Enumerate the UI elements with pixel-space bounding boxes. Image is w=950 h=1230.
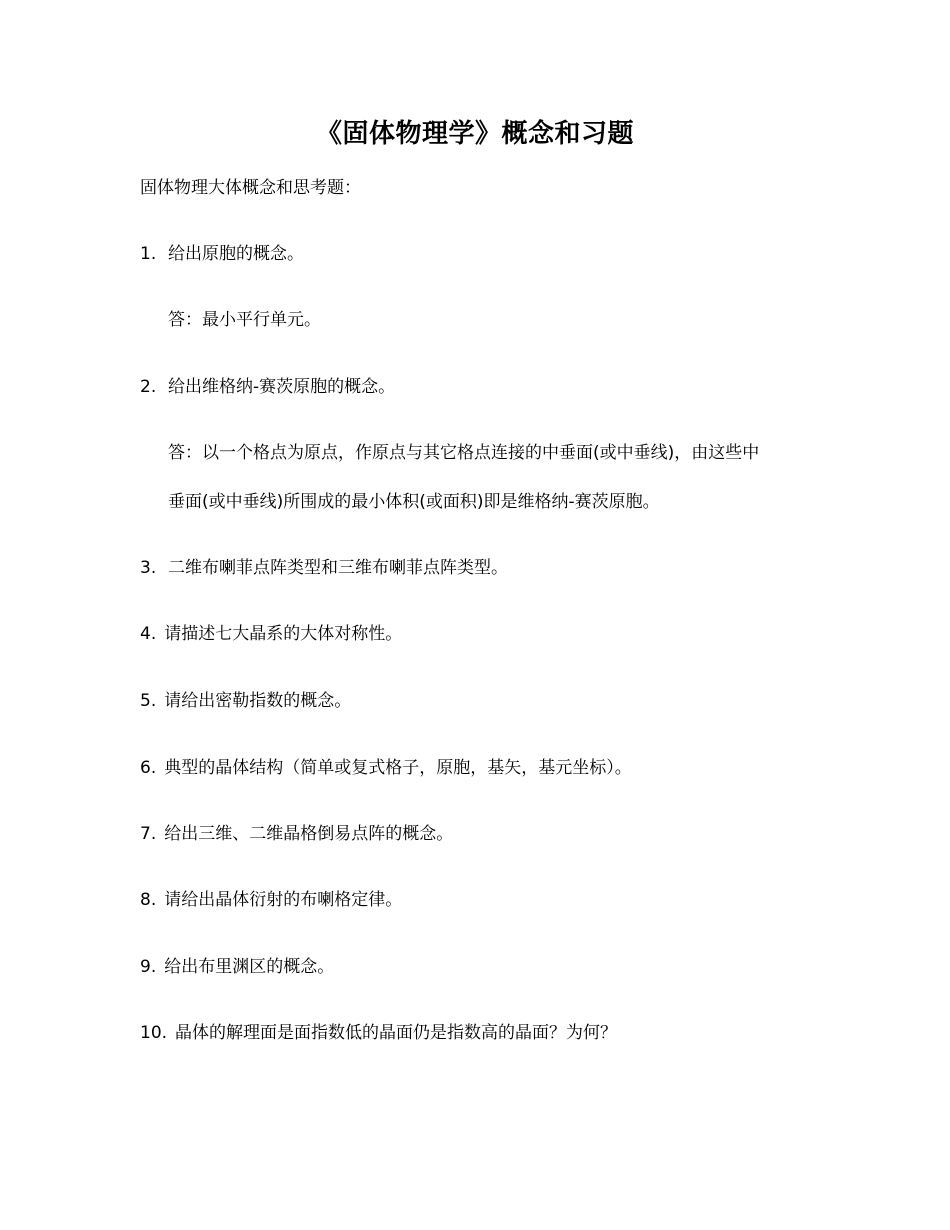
question-item-2 (140, 375, 395, 399)
question-text: 给出布里渊区的概念。 (164, 957, 335, 977)
question-text: 请描述七大晶系的大体对称性。 (164, 624, 403, 644)
document-title: 《固体物理学》概念和习题 (315, 119, 634, 149)
question-text: 晶体的解理面是面指数低的晶面仍是指数高的晶面？为何？ (175, 1023, 618, 1043)
question-text: 给出三维、二维晶格倒易点阵的概念。 (164, 824, 454, 844)
question-number: 10. (140, 1023, 168, 1043)
question-item-10 (140, 1021, 617, 1045)
question-number: 4. (140, 624, 157, 644)
question-number: 8. (140, 890, 157, 910)
question-number: 2. (140, 377, 157, 397)
answer-2-line-1: 答：以一个格点为原点，作原点与其它格点连接的中垂面(或中垂线)，由这些中 (168, 443, 760, 463)
intro-text: 固体物理大体概念和思考题： (140, 178, 361, 198)
question-text: 给出原胞的概念。 (168, 244, 304, 264)
question-item-3 (140, 556, 508, 580)
question-text: 请给出晶体衍射的布喇格定律。 (164, 890, 403, 910)
question-text: 二维布喇菲点阵类型和三维布喇菲点阵类型。 (168, 558, 508, 578)
question-number: 5. (140, 691, 157, 711)
question-item-5 (140, 689, 351, 713)
question-number: 7. (140, 824, 157, 844)
question-number: 3. (140, 558, 157, 578)
question-number: 9. (140, 957, 157, 977)
answer-1: 答：最小平行单元。 (168, 310, 321, 330)
answer-2-line-2: 垂面(或中垂线)所围成的最小体积(或面积)即是维格纳-赛茨原胞。 (168, 492, 660, 512)
question-item-1 (140, 242, 304, 266)
question-text: 请给出密勒指数的概念。 (164, 691, 352, 711)
question-item-6 (140, 756, 632, 780)
question-item-8 (140, 888, 402, 912)
question-item-9 (140, 955, 334, 979)
question-number: 6. (140, 758, 157, 778)
question-item-7 (140, 822, 453, 846)
question-text: 典型的晶体结构（简单或复式格子，原胞，基矢，基元坐标）。 (164, 758, 632, 778)
question-number: 1. (140, 244, 157, 264)
question-item-4 (140, 622, 402, 646)
question-text: 给出维格纳-赛茨原胞的概念。 (168, 377, 396, 397)
